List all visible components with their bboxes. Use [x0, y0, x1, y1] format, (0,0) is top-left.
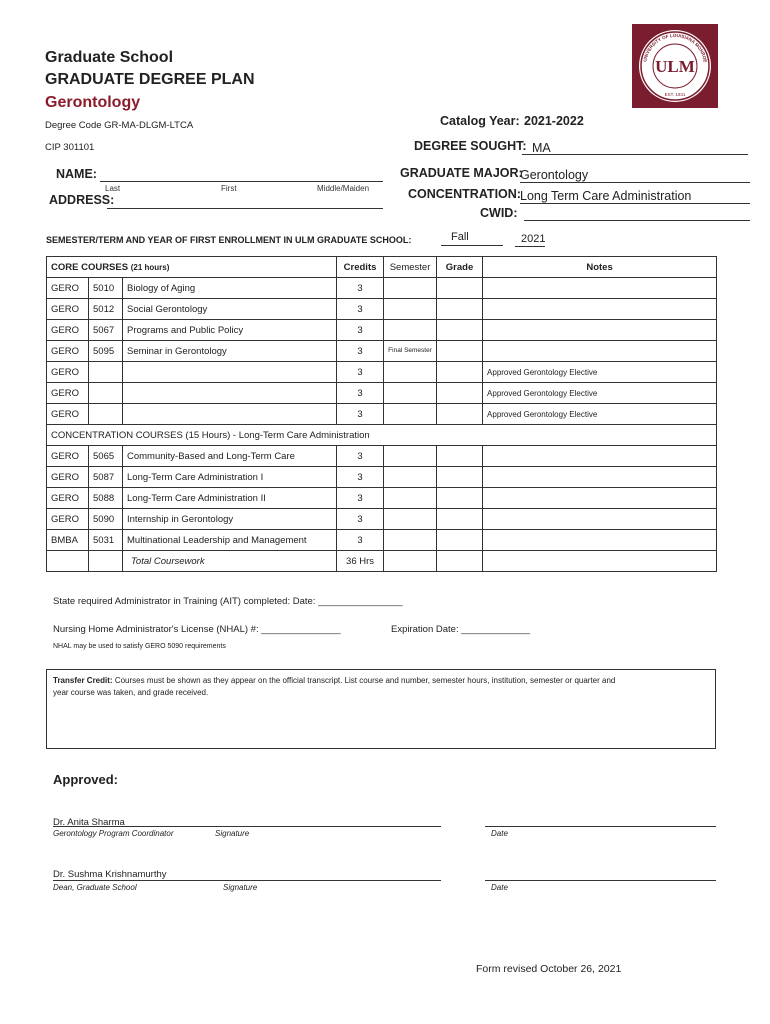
- col-grade: Grade: [437, 257, 483, 278]
- enrollment-term-field[interactable]: [441, 231, 503, 246]
- form-title: GRADUATE DEGREE PLAN: [45, 71, 255, 88]
- course-number: 5010: [89, 278, 123, 299]
- course-number: 5067: [89, 320, 123, 341]
- course-note: Approved Gerontology Elective: [483, 383, 717, 404]
- course-title: [123, 362, 337, 383]
- course-number: 5087: [89, 467, 123, 488]
- form-revised: Form revised October 26, 2021: [476, 963, 622, 975]
- approver2-name: Dr. Sushma Krishnamurthy: [53, 869, 167, 880]
- course-credits: 3: [337, 530, 384, 551]
- course-title: Long-Term Care Administration I: [123, 467, 337, 488]
- course-note: [483, 320, 717, 341]
- course-prefix: GERO: [47, 404, 89, 425]
- course-note: [483, 299, 717, 320]
- name-label: NAME:: [56, 167, 97, 181]
- approver1-date-line[interactable]: [485, 812, 716, 827]
- core-course-row: [47, 362, 717, 383]
- concentration-label: CONCENTRATION:: [408, 187, 521, 201]
- approver2-date-label: Date: [491, 883, 508, 892]
- course-note: Approved Gerontology Elective: [483, 404, 717, 425]
- course-grade[interactable]: [437, 320, 483, 341]
- cwid-label: CWID:: [480, 206, 518, 220]
- degree-sought-label: DEGREE SOUGHT:: [414, 139, 527, 153]
- course-grade[interactable]: [437, 362, 483, 383]
- catalog-year-value: 2021-2022: [524, 114, 584, 128]
- course-semester[interactable]: [384, 320, 437, 341]
- total-row: [47, 551, 717, 572]
- course-prefix: GERO: [47, 299, 89, 320]
- approver2-date-line[interactable]: [485, 866, 716, 881]
- course-number: 5012: [89, 299, 123, 320]
- course-title: Seminar in Gerontology: [123, 341, 337, 362]
- address-label: ADDRESS:: [49, 193, 115, 207]
- approver1-name: Dr. Anita Sharma: [53, 817, 125, 828]
- degree-sought-field[interactable]: [522, 139, 748, 155]
- course-credits: 3: [337, 362, 384, 383]
- nhal-expiration: Expiration Date: _____________: [391, 624, 530, 635]
- course-note: [483, 467, 717, 488]
- enrollment-term: Fall: [451, 231, 469, 243]
- concentration-field[interactable]: [520, 187, 750, 204]
- nhal-license: Nursing Home Administrator's License (NHAL) #: _______________: [53, 624, 341, 635]
- course-semester[interactable]: [384, 488, 437, 509]
- course-prefix: GERO: [47, 278, 89, 299]
- course-prefix: GERO: [47, 488, 89, 509]
- course-credits: 3: [337, 446, 384, 467]
- approver1-signature-line[interactable]: [53, 812, 441, 827]
- major-field[interactable]: [520, 166, 750, 183]
- name-sub-first: First: [221, 184, 237, 193]
- core-course-row: [47, 320, 717, 341]
- course-note: [483, 530, 717, 551]
- course-note: [483, 509, 717, 530]
- course-title: [123, 404, 337, 425]
- approved-heading: Approved:: [53, 772, 118, 787]
- course-title: Programs and Public Policy: [123, 320, 337, 341]
- course-note: [483, 488, 717, 509]
- approver1-role: Gerontology Program Coordinator: [53, 829, 174, 838]
- col-credits: Credits: [337, 257, 384, 278]
- course-grade[interactable]: [437, 509, 483, 530]
- course-credits: 3: [337, 341, 384, 362]
- catalog-year-label: Catalog Year:: [440, 114, 520, 128]
- course-prefix: BMBA: [47, 530, 89, 551]
- course-credits: 3: [337, 509, 384, 530]
- course-credits: 3: [337, 488, 384, 509]
- approver2-signature-line[interactable]: [53, 864, 441, 881]
- course-grade[interactable]: [437, 530, 483, 551]
- course-credits: 3: [337, 383, 384, 404]
- course-prefix: GERO: [47, 446, 89, 467]
- course-prefix: GERO: [47, 509, 89, 530]
- enrollment-year: 2021: [521, 233, 546, 245]
- col-semester: Semester: [384, 257, 437, 278]
- course-grade[interactable]: [437, 299, 483, 320]
- course-semester[interactable]: [384, 362, 437, 383]
- course-number: [89, 383, 123, 404]
- course-number: 5088: [89, 488, 123, 509]
- degree-sought-value: MA: [532, 141, 551, 155]
- course-prefix: GERO: [47, 383, 89, 404]
- enrollment-label: SEMESTER/TERM AND YEAR OF FIRST ENROLLMENT IN ULM GRADUATE SCHOOL:: [46, 235, 412, 245]
- concentration-course-row: [47, 446, 717, 467]
- program-name: Gerontology: [45, 94, 141, 111]
- course-number: [89, 404, 123, 425]
- course-note: [483, 341, 717, 362]
- name-sub-last: Last: [105, 184, 121, 193]
- enrollment-year-field[interactable]: [515, 233, 545, 247]
- concentration-course-row: [47, 467, 717, 488]
- transfer-text-2: year course was taken, and grade received.: [53, 688, 209, 697]
- transfer-credit-box[interactable]: [46, 669, 716, 749]
- course-grade[interactable]: [437, 383, 483, 404]
- course-grade[interactable]: [437, 467, 483, 488]
- course-grade[interactable]: [437, 278, 483, 299]
- course-credits: 3: [337, 467, 384, 488]
- cip-code: CIP 301101: [45, 142, 95, 153]
- course-prefix: GERO: [47, 362, 89, 383]
- logo-text: ULM: [655, 57, 695, 76]
- total-label: Total Coursework: [123, 551, 337, 572]
- course-number: [89, 362, 123, 383]
- total-value: 36 Hrs: [337, 551, 384, 572]
- ulm-logo: [632, 24, 718, 108]
- degree-code: Degree Code GR-MA-DLGM-LTCA: [45, 120, 194, 131]
- transfer-label: Transfer Credit:: [53, 676, 113, 685]
- core-course-row: [47, 383, 717, 404]
- course-semester[interactable]: [384, 404, 437, 425]
- logo-ring-text: UNIVERSITY OF LOUISIANA MONROE: [642, 32, 708, 63]
- major-value: Gerontology: [520, 168, 589, 182]
- approver1-signature-label: Signature: [215, 829, 250, 838]
- course-title: Community-Based and Long-Term Care: [123, 446, 337, 467]
- course-grade[interactable]: [437, 446, 483, 467]
- course-prefix: GERO: [47, 320, 89, 341]
- course-semester[interactable]: [384, 278, 437, 299]
- course-credits: 3: [337, 320, 384, 341]
- course-semester[interactable]: [384, 530, 437, 551]
- course-credits: 3: [337, 404, 384, 425]
- concentration-course-row: [47, 530, 717, 551]
- course-credits: 3: [337, 299, 384, 320]
- course-semester[interactable]: [384, 446, 437, 467]
- course-prefix: GERO: [47, 467, 89, 488]
- course-semester[interactable]: [384, 299, 437, 320]
- ait-requirement: State required Administrator in Training (AIT) completed: Date: ________________: [53, 596, 403, 607]
- core-course-row: [47, 278, 717, 299]
- concentration-value: Long Term Care Administration: [520, 189, 692, 203]
- course-semester[interactable]: [384, 467, 437, 488]
- concentration-heading-row: [47, 425, 717, 446]
- cwid-field[interactable]: [524, 205, 750, 221]
- course-number: 5031: [89, 530, 123, 551]
- course-semester[interactable]: [384, 509, 437, 530]
- school-name: Graduate School: [45, 49, 174, 66]
- course-title: Long-Term Care Administration II: [123, 488, 337, 509]
- name-sub-middle: Middle/Maiden: [317, 184, 370, 193]
- concentration-heading: CONCENTRATION COURSES (15 Hours) - Long-Term Care Administration: [47, 425, 717, 446]
- course-credits: 3: [337, 278, 384, 299]
- course-grade[interactable]: [437, 341, 483, 362]
- nhal-note: NHAL may be used to satisfy GERO 5090 requirements: [53, 643, 226, 650]
- course-title: [123, 383, 337, 404]
- transfer-text: Courses must be shown as they appear on the official transcript. List course and number, semester hours, institution, semester or quarter and: [114, 676, 616, 685]
- approver1-date-label: Date: [491, 829, 508, 838]
- course-number: 5095: [89, 341, 123, 362]
- course-prefix: GERO: [47, 341, 89, 362]
- course-title: Biology of Aging: [123, 278, 337, 299]
- course-semester[interactable]: [384, 341, 437, 362]
- course-number: 5090: [89, 509, 123, 530]
- course-title: Social Gerontology: [123, 299, 337, 320]
- core-course-row: [47, 341, 717, 362]
- major-label: GRADUATE MAJOR:: [400, 166, 523, 180]
- course-semester[interactable]: [384, 383, 437, 404]
- core-header-row: [47, 257, 717, 278]
- course-grade[interactable]: [437, 404, 483, 425]
- course-note: Approved Gerontology Elective: [483, 362, 717, 383]
- core-course-row: [47, 404, 717, 425]
- course-grade[interactable]: [437, 488, 483, 509]
- concentration-course-row: [47, 488, 717, 509]
- address-field[interactable]: [107, 193, 383, 209]
- course-number: 5065: [89, 446, 123, 467]
- semester-note: Final Semester: [388, 347, 432, 354]
- col-notes: Notes: [483, 257, 717, 278]
- approver2-role: Dean, Graduate School: [53, 883, 137, 892]
- core-heading: CORE COURSES (21 hours): [47, 257, 337, 278]
- course-note: [483, 278, 717, 299]
- course-table: [46, 256, 717, 572]
- name-field[interactable]: [100, 166, 383, 182]
- approver2-signature-label: Signature: [223, 883, 258, 892]
- logo-est: EST. 1931: [664, 92, 686, 97]
- concentration-course-row: [47, 509, 717, 530]
- core-course-row: [47, 299, 717, 320]
- course-note: [483, 446, 717, 467]
- course-title: Internship in Gerontology: [123, 509, 337, 530]
- course-title: Multinational Leadership and Management: [123, 530, 337, 551]
